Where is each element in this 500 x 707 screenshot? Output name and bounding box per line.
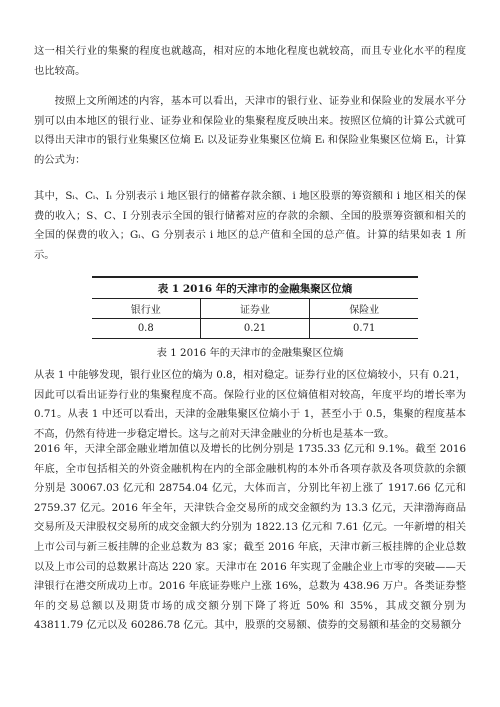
location-quotient-table bbox=[92, 276, 418, 339]
paragraph-variable-definitions: 其中，Sᵢ、Cᵢ、Iᵢ 分别表示 i 地区银行的储蓄存款余额、i 地区股票的筹资额和 i 地区相关的保费的收入；S、C、I 分别表示全国的银行储蓄对应的存款的余额、全国的股票筹资额和相关的全国的保费的收入；Gᵢ、G 分别表示 i 地区的总产值和全国的总产值。计算的结果如表 1 所示。 bbox=[34, 190, 466, 261]
table-header-banking: 银行业 bbox=[92, 299, 200, 319]
paragraph-2016-statistics: 2016 年，天津全部金融业增加值以及增长的比例分别是 1735.33 亿元和 9.1%。截至 2016 年底，全市包括相关的外资金融机构在内的全部金融机构的本外币各项存款及各项贷款的余额分别是 30067.03 亿元和 28754.04 亿元，大体而言，分别比年初上涨了 1917.66 亿元和 2759.37 亿元。2016 年全年，天津铁合金交易所的成交金额约为 13.3 亿元，天津渤海商品交易所及天津股权交易所的成交金额大约分别为 1822.13 亿元和 7.61 亿元。一年新增的相关上市公司与新三板挂牌的企业总数为 83 家；截至 2016 年底，天津市新三板挂牌的企业总数以及上市公司的总数累计高达 220 家。天津市在 2016 年实现了金融企业上市零的突破——天津银行在港交所成功上市。2016 年底证券账户上涨 16%，总数为 438.96 万户。各类证券整年的交易总额以及期货市场的成交额分别下降了将近 50% 和 35%，其成交额分别为 43811.79 亿元以及 60286.78 亿元。其中，股票的交易额、债券的交易额和基金的交易额分 bbox=[34, 443, 466, 632]
table-header-insurance: 保险业 bbox=[310, 299, 418, 319]
table-value-insurance: 0.71 bbox=[310, 319, 418, 339]
table-title: 表 1 2016 年的天津市的金融集聚区位熵 bbox=[92, 277, 418, 299]
table-header-securities: 证券业 bbox=[200, 299, 310, 319]
table-value-banking: 0.8 bbox=[92, 319, 200, 339]
paragraph-analysis: 从表 1 中能够发现，银行业区位的熵为 0.8，相对稳定。证券行业的区位熵较小，只有 0.21，因此可以看出证券行业的集聚程度不高。保险行业的区位熵值相对较高，年度平均的增长率为 0.71。从表 1 中还可以看出，天津的金融集聚区位熵小于 1，甚至小于 0.5，集聚的程度基本不高，仍然有待进一步稳定增长。这与之前对天津金融业的分析也是基本一致。 bbox=[34, 369, 466, 440]
table-value-securities: 0.21 bbox=[200, 319, 310, 339]
paragraph-intro: 这一相关行业的集聚的程度也就越高，相对应的本地化程度也就较高，而且专业化水平的程度也比较高。 bbox=[34, 45, 466, 77]
table-caption: 表 1 2016 年的天津市的金融集聚区位熵 bbox=[156, 347, 344, 359]
paragraph-formula-intro: 按照上文所阐述的内容，基本可以看出，天津市的银行业、证券业和保险业的发展水平分别可以由本地区的银行业、证券业和保险业的集聚程度反映出来。按照区位熵的计算公式就可以得出天津市的银行业集聚区位熵 Eᵢ 以及证券业集聚区位熵 Eᵢ 和保险业集聚区位熵 Eᵢ，计算的公式为： bbox=[34, 95, 466, 166]
